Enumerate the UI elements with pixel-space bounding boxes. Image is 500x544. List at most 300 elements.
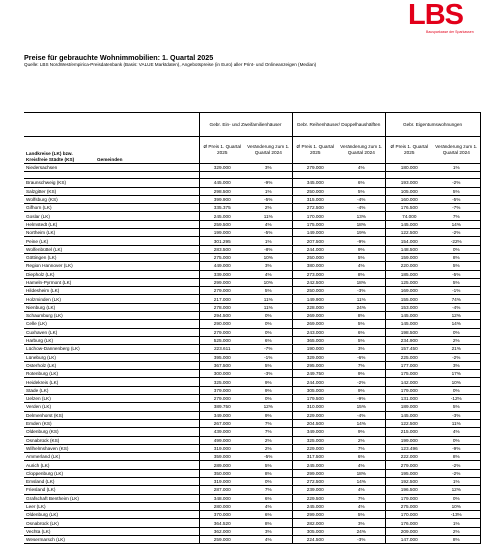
cell: 445.000 [199, 179, 245, 187]
table-row [24, 378, 480, 386]
gemeinde-cell [95, 212, 199, 220]
table-row [24, 411, 480, 419]
cell: 10% [245, 278, 292, 286]
cell: 4% [338, 502, 385, 510]
cell: 349.000 [199, 411, 245, 419]
table-row [24, 494, 480, 502]
cell: 131.000 [385, 395, 433, 403]
cell: 299.000 [199, 278, 245, 286]
cell: 5% [245, 287, 292, 295]
cell: 1% [433, 477, 480, 485]
cell: 217.000 [199, 295, 245, 303]
cell: -4% [338, 411, 385, 419]
region-name: Diepholz (LK) [24, 270, 95, 278]
table-row [24, 220, 480, 228]
table-row [24, 270, 480, 278]
gemeinde-cell [95, 494, 199, 502]
cell: 224.500 [292, 536, 338, 544]
gemeinde-cell [95, 303, 199, 311]
cell: 8% [433, 453, 480, 461]
cell: 6% [338, 179, 385, 187]
gemeinde-cell [95, 270, 199, 278]
table-row [24, 536, 480, 544]
cell: 142.000 [385, 378, 433, 386]
cell: 7% [245, 486, 292, 494]
region-name: Ammerland (LK) [24, 453, 95, 461]
cell: 19% [338, 229, 385, 237]
cell: 180.000 [385, 164, 433, 172]
cell: 14% [433, 320, 480, 328]
cell: 14% [433, 220, 480, 228]
cell: 177.000 [385, 361, 433, 369]
region-name: Harburg (LK) [24, 336, 95, 344]
cell: -9% [338, 395, 385, 403]
cell: -5% [245, 229, 292, 237]
cell: 123.496 [385, 444, 433, 452]
cell: -7% [245, 345, 292, 353]
cell: 0% [433, 386, 480, 394]
cell: 145.000 [385, 220, 433, 228]
cell: 8% [433, 536, 480, 544]
header-change-etw: Veränderung zum 1. Quartal 2024 [433, 137, 480, 164]
cell: -5% [245, 195, 292, 203]
region-name: Wolfenbüttel (LK) [24, 245, 95, 253]
cell: 289.000 [199, 461, 245, 469]
gemeinde-cell [95, 245, 199, 253]
logo-tagline: Bausparkasse der Sparkassen [426, 30, 474, 34]
gemeinde-cell [95, 386, 199, 394]
cell: 350.000 [199, 469, 245, 477]
gemeinde-cell [95, 469, 199, 477]
gemeinde-cell [95, 328, 199, 336]
price-table [24, 112, 481, 544]
cell: 229.500 [292, 494, 338, 502]
cell: 169.000 [385, 287, 433, 295]
region-name: Lüneburg (LK) [24, 353, 95, 361]
cell: 175.000 [292, 220, 338, 228]
cell: 0% [245, 395, 292, 403]
gemeinde-cell [95, 179, 199, 187]
gemeinde-cell [95, 519, 199, 527]
cell: 245.000 [292, 461, 338, 469]
cell: 18% [338, 220, 385, 228]
gemeinde-cell [95, 527, 199, 535]
cell: 345.000 [292, 179, 338, 187]
cell: 14% [338, 419, 385, 427]
cell: 10% [245, 253, 292, 261]
cell: 1% [245, 237, 292, 245]
table-row [24, 386, 480, 394]
header-group-efh: Gebr. Ein- und Zweifamilienhäuser [199, 113, 292, 137]
cell: -12% [433, 395, 480, 403]
cell: 380.000 [292, 262, 338, 270]
cell: 8% [245, 469, 292, 477]
cell: 17% [433, 370, 480, 378]
cell: 282.000 [292, 519, 338, 527]
cell: 170.000 [292, 212, 338, 220]
region-name: Heidekreis (LK) [24, 378, 95, 386]
cell: 389.750 [199, 403, 245, 411]
cell: 228.000 [292, 303, 338, 311]
cell: 185.000 [385, 270, 433, 278]
cell: 449.000 [199, 262, 245, 270]
cell: 209.000 [385, 527, 433, 535]
gemeinde-cell [95, 229, 199, 237]
cell: 283.500 [199, 245, 245, 253]
cell: 122.500 [385, 419, 433, 427]
cell: 74% [433, 295, 480, 303]
cell: 122.500 [385, 229, 433, 237]
cell: 159.000 [385, 253, 433, 261]
spacer-row [24, 172, 480, 179]
cell: 11% [245, 303, 292, 311]
cell: 301.295 [199, 237, 245, 245]
cell: -5% [245, 453, 292, 461]
table-row [24, 519, 480, 527]
cell: 269.000 [292, 320, 338, 328]
cell: -8% [245, 245, 292, 253]
cell: 370.000 [199, 511, 245, 519]
cell: -2% [433, 229, 480, 237]
cell: 348.000 [199, 494, 245, 502]
table-row [24, 419, 480, 427]
cell: 310.000 [292, 403, 338, 411]
table-row [24, 477, 480, 485]
cell: 7% [338, 444, 385, 452]
cell: -6% [338, 353, 385, 361]
table-row [24, 361, 480, 369]
table-row [24, 444, 480, 452]
region-name: Aurich (LK) [24, 461, 95, 469]
gemeinde-cell [95, 187, 199, 195]
cell: 300.000 [199, 370, 245, 378]
cell: -9% [245, 179, 292, 187]
cell: 273.000 [292, 270, 338, 278]
region-name: Leer (LK) [24, 502, 95, 510]
table-row [24, 436, 480, 444]
cell: 399.900 [199, 195, 245, 203]
cell: 2% [433, 527, 480, 535]
cell: 9% [245, 378, 292, 386]
cell: 153.000 [385, 303, 433, 311]
table-row [24, 253, 480, 261]
cell: 125.000 [385, 278, 433, 286]
cell: 4% [433, 428, 480, 436]
cell: 10% [433, 378, 480, 386]
region-name: Hildesheim (LK) [24, 287, 95, 295]
cell: 179.000 [385, 494, 433, 502]
region-name: Celle (LK) [24, 320, 95, 328]
cell: 339.000 [199, 270, 245, 278]
gemeinde-cell [95, 287, 199, 295]
cell: 4% [245, 270, 292, 278]
cell: 145.000 [385, 320, 433, 328]
table-row [24, 179, 480, 187]
cell: 5% [433, 403, 480, 411]
cell: 15% [338, 403, 385, 411]
table-row [24, 345, 480, 353]
cell: 319.000 [199, 477, 245, 485]
cell: 2% [338, 436, 385, 444]
cell: 21% [433, 345, 480, 353]
header-price-rh: Ø Preis 1. Quartal 2025 [292, 137, 338, 164]
gemeinde-cell [95, 536, 199, 544]
cell: -7% [433, 204, 480, 212]
cell: 6% [245, 494, 292, 502]
gemeinde-cell [95, 395, 199, 403]
region-name: Wesermarsch (LK) [24, 536, 95, 544]
header-change-efh: Veränderung zum 1. Quartal 2024 [245, 137, 292, 164]
cell: 9% [338, 370, 385, 378]
cell: 7% [433, 212, 480, 220]
cell: 325.000 [199, 378, 245, 386]
cell: 18% [338, 469, 385, 477]
region-name: Nienburg (LK) [24, 303, 95, 311]
source-note: Quelle: LBS NordWest/empirica-Preisdatenbank (Basis: VALUE Marktdaten), Angebotspreise (in Euro) aller Print- und Onlineanzeigen (Median) [24, 62, 317, 67]
cell: 179.500 [292, 395, 338, 403]
cell: -3% [245, 370, 292, 378]
cell: 267.000 [199, 419, 245, 427]
cell: 7% [245, 428, 292, 436]
cell: 239.000 [292, 486, 338, 494]
cell: 220.000 [385, 262, 433, 270]
gemeinde-cell [95, 253, 199, 261]
cell: 329.000 [199, 164, 245, 172]
table-row [24, 312, 480, 320]
cell: 10% [433, 502, 480, 510]
cell: 250.000 [292, 287, 338, 295]
cell: 7% [245, 419, 292, 427]
cell: 11% [433, 419, 480, 427]
region-name: Emsland (LK) [24, 477, 95, 485]
table-row [24, 403, 480, 411]
cell: 179.000 [385, 386, 433, 394]
cell: 319.000 [199, 444, 245, 452]
cell: 245.000 [199, 212, 245, 220]
cell: 1% [245, 187, 292, 195]
cell: 5% [433, 262, 480, 270]
cell: 11% [338, 295, 385, 303]
cell: 315.000 [292, 195, 338, 203]
cell: 189.000 [385, 403, 433, 411]
cell: -2% [433, 461, 480, 469]
cell: 395.000 [199, 353, 245, 361]
region-name: Stade (LK) [24, 386, 95, 394]
cell: 279.000 [199, 395, 245, 403]
cell: 12% [433, 312, 480, 320]
cell: 145.000 [385, 312, 433, 320]
cell: 198.500 [385, 328, 433, 336]
cell: -3% [338, 536, 385, 544]
table-row [24, 395, 480, 403]
gemeinde-cell [95, 370, 199, 378]
table-row [24, 262, 480, 270]
cell: 6% [245, 511, 292, 519]
cell: 190.000 [292, 345, 338, 353]
cell: 74.000 [385, 212, 433, 220]
region-name: Cuxhaven (LK) [24, 328, 95, 336]
cell: 9% [338, 386, 385, 394]
region-name: Peine (LK) [24, 237, 95, 245]
table-row [24, 527, 480, 535]
cell: 222.000 [385, 453, 433, 461]
cell: 279.000 [199, 328, 245, 336]
cell: 154.000 [385, 237, 433, 245]
cell: 9% [245, 386, 292, 394]
gemeinde-cell [95, 361, 199, 369]
cell: 5% [433, 187, 480, 195]
cell: 11% [245, 212, 292, 220]
cell: 279.000 [385, 461, 433, 469]
gemeinde-cell [95, 220, 199, 228]
cell: 160.000 [385, 195, 433, 203]
gemeinde-cell [95, 502, 199, 510]
table-row [24, 328, 480, 336]
cell: -2% [433, 469, 480, 477]
cell: 0% [245, 320, 292, 328]
cell: 24% [338, 303, 385, 311]
cell: 3% [338, 345, 385, 353]
cell: 299.000 [292, 511, 338, 519]
cell: 14% [338, 477, 385, 485]
header-group-rh: Gebr. Reihenhäuser/ Doppelhaushälften [292, 113, 385, 137]
cell: 4% [338, 461, 385, 469]
cell: 2% [245, 436, 292, 444]
header-region: Landkreise (LK) bzw. Kreisfreie Städte (KS) [24, 137, 95, 164]
gemeinde-cell [95, 262, 199, 270]
cell: 24% [338, 527, 385, 535]
gemeinde-cell [95, 204, 199, 212]
cell: 234.900 [385, 336, 433, 344]
cell: 6% [338, 328, 385, 336]
cell: 4% [245, 220, 292, 228]
region-name: Oldenburg (LK) [24, 511, 95, 519]
gemeinde-cell [95, 428, 199, 436]
cell: 5% [338, 511, 385, 519]
cell: 157.450 [385, 345, 433, 353]
gemeinde-cell [95, 336, 199, 344]
cell: 7% [338, 494, 385, 502]
cell: 147.000 [385, 536, 433, 544]
cell: 379.000 [199, 386, 245, 394]
lbs-logo [408, 2, 490, 32]
cell: 4% [245, 502, 292, 510]
state-name: Niedersachsen [24, 164, 95, 172]
cell: 18% [338, 278, 385, 286]
cell: 335.375 [199, 204, 245, 212]
cell: 193.000 [385, 179, 433, 187]
cell: 250.000 [292, 187, 338, 195]
cell: 9% [338, 428, 385, 436]
cell: 275.000 [199, 253, 245, 261]
page-title: Preise für gebrauchte Wohnimmobilien: 1. Quartal 2025 [24, 53, 214, 62]
cell: 298.500 [199, 187, 245, 195]
cell: -3% [338, 287, 385, 295]
table-row [24, 287, 480, 295]
cell: 229.000 [292, 411, 338, 419]
region-name: Wolfsburg (KS) [24, 195, 95, 203]
header-price-etw: Ø Preis 1. Quartal 2025 [385, 137, 433, 164]
table-row [24, 511, 480, 519]
cell: 244.000 [292, 245, 338, 253]
table-row [24, 428, 480, 436]
cell: 272.500 [292, 204, 338, 212]
cell: 175.000 [385, 370, 433, 378]
cell: 12% [433, 486, 480, 494]
cell: 275.000 [385, 502, 433, 510]
cell: 5% [245, 461, 292, 469]
region-name: Lüchow-Dannenberg (LK) [24, 345, 95, 353]
cell: 244.000 [292, 378, 338, 386]
cell: 367.500 [199, 361, 245, 369]
gemeinde-cell [95, 195, 199, 203]
cell: 305.000 [292, 386, 338, 394]
cell: 287.000 [199, 486, 245, 494]
cell: 278.000 [199, 303, 245, 311]
gemeinde-cell [95, 403, 199, 411]
cell: 250.000 [292, 253, 338, 261]
cell: -5% [433, 270, 480, 278]
gemeinde-cell [95, 237, 199, 245]
region-name: Hameln-Pyrmont (LK) [24, 278, 95, 286]
region-name: Salzgitter (KS) [24, 187, 95, 195]
cell: 13% [338, 212, 385, 220]
gemeinde-cell [95, 444, 199, 452]
cell: 439.000 [199, 428, 245, 436]
cell: 5% [338, 336, 385, 344]
table-row [24, 187, 480, 195]
cell: 0% [433, 494, 480, 502]
cell: 9% [338, 245, 385, 253]
cell: 362.000 [199, 527, 245, 535]
cell: 199.000 [199, 229, 245, 237]
region-name: Osnabrück (KS) [24, 436, 95, 444]
cell: 11% [245, 295, 292, 303]
cell: 365.000 [292, 336, 338, 344]
region-name: Schaumburg (LK) [24, 312, 95, 320]
header-price-efh: Ø Preis 1. Quartal 2025 [199, 137, 245, 164]
cell: -22% [433, 237, 480, 245]
cell: 295.000 [292, 361, 338, 369]
cell: 148.500 [385, 245, 433, 253]
region-name: Delmenhorst (KS) [24, 411, 95, 419]
gemeinde-cell [95, 345, 199, 353]
cell: 305.000 [292, 527, 338, 535]
cell: 5% [338, 320, 385, 328]
gemeinde-cell [95, 295, 199, 303]
cell: 5% [338, 187, 385, 195]
cell: 4% [338, 164, 385, 172]
cell: 4% [245, 536, 292, 544]
region-name: Northeim (LK) [24, 229, 95, 237]
cell: 9% [245, 411, 292, 419]
cell: -13% [433, 511, 480, 519]
cell: 0% [245, 312, 292, 320]
cell: 223.611 [199, 345, 245, 353]
cell: 259.000 [199, 536, 245, 544]
table-row [24, 212, 480, 220]
cell: 155.000 [385, 295, 433, 303]
cell: 229.000 [292, 444, 338, 452]
cell: 3% [245, 164, 292, 172]
state-row [24, 164, 480, 172]
gemeinde-cell [95, 320, 199, 328]
table-row [24, 303, 480, 311]
region-name: Wilhelmshaven (KS) [24, 444, 95, 452]
table-row [24, 295, 480, 303]
cell: 280.000 [199, 502, 245, 510]
cell: 272.500 [292, 477, 338, 485]
